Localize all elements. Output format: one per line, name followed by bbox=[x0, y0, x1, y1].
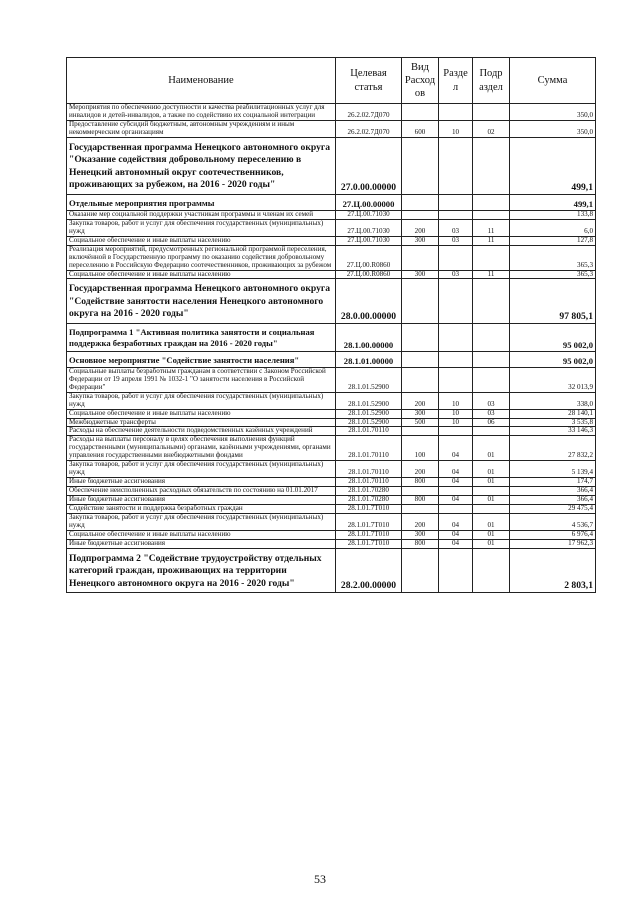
cell-section bbox=[439, 427, 473, 436]
cell-section: 10 bbox=[439, 409, 473, 418]
table-row bbox=[67, 104, 596, 121]
table-row bbox=[67, 539, 596, 548]
cell-expense-type: 300 bbox=[402, 236, 439, 245]
cell-target-article: 28.1.01.52900 bbox=[336, 418, 402, 427]
cell-target-article: 28.0.00.00000 bbox=[336, 279, 402, 323]
cell-target-article: 26.2.02.7Д070 bbox=[336, 120, 402, 137]
cell-section: 04 bbox=[439, 539, 473, 548]
budget-table bbox=[66, 57, 596, 593]
cell-target-article: 28.1.01.7Т010 bbox=[336, 504, 402, 513]
cell-expense-type: 200 bbox=[402, 392, 439, 409]
cell-section bbox=[439, 504, 473, 513]
cell-section bbox=[439, 137, 473, 194]
cell-expense-type bbox=[402, 137, 439, 194]
cell-target-article: 28.1.01.52900 bbox=[336, 367, 402, 392]
cell-target-article: 28.1.01.00000 bbox=[336, 351, 402, 367]
cell-subsection: 01 bbox=[473, 436, 510, 461]
cell-amount: 499,1 bbox=[510, 137, 596, 194]
cell-target-article: 28.1.01.52900 bbox=[336, 409, 402, 418]
table-row bbox=[67, 548, 596, 592]
cell-name: Подпрограмма 1 "Активная политика занятости и социальная поддержка безработных граждан на 2016 - 2020 годы" bbox=[67, 323, 336, 351]
header-name: Наименование bbox=[67, 58, 336, 104]
cell-section bbox=[439, 194, 473, 210]
cell-section: 03 bbox=[439, 219, 473, 236]
cell-subsection: 03 bbox=[473, 409, 510, 418]
cell-amount: 174,7 bbox=[510, 478, 596, 487]
table-row bbox=[67, 219, 596, 236]
table-row bbox=[67, 418, 596, 427]
cell-subsection: 06 bbox=[473, 418, 510, 427]
cell-section: 10 bbox=[439, 120, 473, 137]
cell-name: Закупка товаров, работ и услуг для обеспечения государственных (муниципальных) нужд bbox=[67, 513, 336, 530]
header-expense-type: Вид Расход ов bbox=[402, 58, 439, 104]
cell-name: Иные бюджетные ассигнования bbox=[67, 539, 336, 548]
table-row bbox=[67, 436, 596, 461]
cell-name: Социальное обеспечение и иные выплаты населению bbox=[67, 236, 336, 245]
cell-expense-type: 100 bbox=[402, 436, 439, 461]
cell-subsection: 11 bbox=[473, 236, 510, 245]
table-row bbox=[67, 487, 596, 496]
table-row bbox=[67, 478, 596, 487]
cell-expense-type: 300 bbox=[402, 530, 439, 539]
cell-expense-type bbox=[402, 367, 439, 392]
cell-amount: 365,3 bbox=[510, 245, 596, 270]
cell-subsection bbox=[473, 245, 510, 270]
cell-amount: 4 536,7 bbox=[510, 513, 596, 530]
cell-subsection bbox=[473, 210, 510, 219]
cell-name: Государственная программа Ненецкого автономного округа "Оказание содействия добровольному переселению в Ненецкий автономный округ соотечественников, проживающих за рубежом, на 2016 - 2020 годы" bbox=[67, 137, 336, 194]
cell-name: Реализация мероприятий, предусмотренных региональной программой переселения, включённой в Государственную программу по оказанию содействия добровольному переселению в Российскую Федерацию соотечественников, проживающих за рубежом bbox=[67, 245, 336, 270]
cell-name: Подпрограмма 2 "Содействие трудоустройству отдельных категорий граждан, проживающих на территории Ненецкого автономного округа на 2016 - 2020 годы" bbox=[67, 548, 336, 592]
cell-amount: 366,4 bbox=[510, 487, 596, 496]
cell-target-article: 27.Ц.00.R0860 bbox=[336, 270, 402, 279]
cell-section bbox=[439, 279, 473, 323]
table-row bbox=[67, 270, 596, 279]
cell-section: 04 bbox=[439, 530, 473, 539]
cell-expense-type: 300 bbox=[402, 409, 439, 418]
cell-subsection: 01 bbox=[473, 495, 510, 504]
cell-expense-type bbox=[402, 194, 439, 210]
cell-expense-type bbox=[402, 548, 439, 592]
table-row bbox=[67, 351, 596, 367]
cell-name: Государственная программа Ненецкого автономного округа "Содействие занятости населения Ненецкого автономного округа на 2016 - 2020 годы" bbox=[67, 279, 336, 323]
cell-expense-type bbox=[402, 487, 439, 496]
cell-target-article: 28.1.01.70280 bbox=[336, 487, 402, 496]
cell-target-article: 28.2.00.00000 bbox=[336, 548, 402, 592]
table-row bbox=[67, 427, 596, 436]
cell-section: 10 bbox=[439, 418, 473, 427]
cell-target-article: 28.1.01.7Т010 bbox=[336, 513, 402, 530]
cell-name: Социальное обеспечение и иные выплаты населению bbox=[67, 530, 336, 539]
cell-section: 03 bbox=[439, 270, 473, 279]
cell-name: Предоставление субсидий бюджетным, автономным учреждениям и иным некоммерческим организациям bbox=[67, 120, 336, 137]
cell-target-article: 28.1.01.70110 bbox=[336, 461, 402, 478]
cell-expense-type bbox=[402, 245, 439, 270]
cell-name: Отдельные мероприятия программы bbox=[67, 194, 336, 210]
cell-expense-type: 600 bbox=[402, 120, 439, 137]
cell-amount: 366,4 bbox=[510, 495, 596, 504]
table-row bbox=[67, 323, 596, 351]
cell-section: 04 bbox=[439, 478, 473, 487]
cell-subsection: 01 bbox=[473, 513, 510, 530]
cell-amount: 27 832,2 bbox=[510, 436, 596, 461]
cell-amount: 5 139,4 bbox=[510, 461, 596, 478]
cell-target-article: 27.Ц.00.71030 bbox=[336, 210, 402, 219]
cell-section: 04 bbox=[439, 436, 473, 461]
cell-name: Социальные выплаты безработным гражданам в соответствии с Законом Российской Федерации от 19 апреля 1991 № 1032-1 "О занятости населения в Российской Федерации" bbox=[67, 367, 336, 392]
cell-expense-type bbox=[402, 351, 439, 367]
cell-section: 03 bbox=[439, 236, 473, 245]
cell-name: Обеспечение неисполненных расходных обязательств по состоянию на 01.01.2017 bbox=[67, 487, 336, 496]
cell-name: Основное мероприятие "Содействие занятости населения" bbox=[67, 351, 336, 367]
cell-section bbox=[439, 104, 473, 121]
cell-subsection bbox=[473, 279, 510, 323]
table-row bbox=[67, 461, 596, 478]
cell-section: 10 bbox=[439, 392, 473, 409]
cell-amount: 17 962,3 bbox=[510, 539, 596, 548]
cell-amount: 365,3 bbox=[510, 270, 596, 279]
cell-subsection: 01 bbox=[473, 461, 510, 478]
cell-expense-type bbox=[402, 210, 439, 219]
cell-subsection bbox=[473, 137, 510, 194]
table-row bbox=[67, 513, 596, 530]
cell-name: Социальное обеспечение и иные выплаты населению bbox=[67, 270, 336, 279]
cell-subsection bbox=[473, 487, 510, 496]
cell-expense-type: 500 bbox=[402, 418, 439, 427]
cell-subsection bbox=[473, 323, 510, 351]
cell-amount: 499,1 bbox=[510, 194, 596, 210]
cell-target-article: 27.Ц.00.71030 bbox=[336, 236, 402, 245]
cell-section bbox=[439, 487, 473, 496]
cell-name: Социальное обеспечение и иные выплаты населению bbox=[67, 409, 336, 418]
cell-expense-type: 800 bbox=[402, 495, 439, 504]
table-row bbox=[67, 367, 596, 392]
cell-subsection: 01 bbox=[473, 530, 510, 539]
cell-section: 04 bbox=[439, 495, 473, 504]
table-row bbox=[67, 409, 596, 418]
cell-name: Закупка товаров, работ и услуг для обеспечения государственных (муниципальных) нужд bbox=[67, 461, 336, 478]
cell-expense-type bbox=[402, 279, 439, 323]
cell-amount: 95 002,0 bbox=[510, 351, 596, 367]
cell-expense-type: 200 bbox=[402, 219, 439, 236]
cell-section bbox=[439, 323, 473, 351]
cell-target-article: 28.1.01.70110 bbox=[336, 478, 402, 487]
cell-section bbox=[439, 548, 473, 592]
cell-subsection: 02 bbox=[473, 120, 510, 137]
cell-target-article: 27.Ц.00.R0860 bbox=[336, 245, 402, 270]
cell-section bbox=[439, 367, 473, 392]
cell-expense-type bbox=[402, 104, 439, 121]
cell-amount: 2 803,1 bbox=[510, 548, 596, 592]
table-row bbox=[67, 530, 596, 539]
cell-subsection bbox=[473, 548, 510, 592]
cell-expense-type: 800 bbox=[402, 478, 439, 487]
cell-subsection: 03 bbox=[473, 392, 510, 409]
cell-amount: 95 002,0 bbox=[510, 323, 596, 351]
table-row bbox=[67, 120, 596, 137]
cell-target-article: 28.1.01.70280 bbox=[336, 495, 402, 504]
cell-amount: 28 140,1 bbox=[510, 409, 596, 418]
table-row bbox=[67, 210, 596, 219]
cell-subsection: 01 bbox=[473, 539, 510, 548]
table-row bbox=[67, 245, 596, 270]
cell-subsection bbox=[473, 104, 510, 121]
cell-section: 04 bbox=[439, 461, 473, 478]
table-row bbox=[67, 504, 596, 513]
cell-amount: 127,8 bbox=[510, 236, 596, 245]
cell-subsection bbox=[473, 351, 510, 367]
cell-target-article: 28.1.01.70110 bbox=[336, 427, 402, 436]
cell-amount: 350,0 bbox=[510, 120, 596, 137]
cell-name: Оказание мер социальной поддержки участникам программы и членам их семей bbox=[67, 210, 336, 219]
cell-amount: 29 475,4 bbox=[510, 504, 596, 513]
cell-subsection: 01 bbox=[473, 478, 510, 487]
header-section: Разде л bbox=[439, 58, 473, 104]
cell-name: Иные бюджетные ассигнования bbox=[67, 478, 336, 487]
table-row bbox=[67, 194, 596, 210]
cell-expense-type: 300 bbox=[402, 270, 439, 279]
cell-subsection: 11 bbox=[473, 219, 510, 236]
cell-target-article: 28.1.01.70110 bbox=[336, 436, 402, 461]
cell-name: Содействие занятости и поддержка безработных граждан bbox=[67, 504, 336, 513]
cell-subsection bbox=[473, 504, 510, 513]
cell-section: 04 bbox=[439, 513, 473, 530]
cell-section bbox=[439, 210, 473, 219]
table-row bbox=[67, 137, 596, 194]
cell-target-article: 28.1.01.7Т010 bbox=[336, 530, 402, 539]
cell-name: Расходы на выплаты персоналу в целях обеспечения выполнения функций государственными (муниципальными) органами, казёнными учреждениями, органами управления государственными внебюджетными фондами bbox=[67, 436, 336, 461]
cell-expense-type: 200 bbox=[402, 513, 439, 530]
cell-target-article: 27.Ц.00.00000 bbox=[336, 194, 402, 210]
cell-target-article: 28.1.00.00000 bbox=[336, 323, 402, 351]
cell-amount: 133,8 bbox=[510, 210, 596, 219]
cell-amount: 338,0 bbox=[510, 392, 596, 409]
cell-amount: 6,0 bbox=[510, 219, 596, 236]
cell-name: Закупка товаров, работ и услуг для обеспечения государственных (муниципальных) нужд bbox=[67, 219, 336, 236]
page-number: 53 bbox=[314, 872, 326, 886]
cell-subsection bbox=[473, 367, 510, 392]
table-row bbox=[67, 279, 596, 323]
header-target-article: Целевая статья bbox=[336, 58, 402, 104]
cell-amount: 97 805,1 bbox=[510, 279, 596, 323]
table-row bbox=[67, 236, 596, 245]
cell-name: Закупка товаров, работ и услуг для обеспечения государственных (муниципальных) нужд bbox=[67, 392, 336, 409]
header-amount: Сумма bbox=[510, 58, 596, 104]
cell-section bbox=[439, 351, 473, 367]
table-row bbox=[67, 495, 596, 504]
cell-amount: 32 013,9 bbox=[510, 367, 596, 392]
cell-amount: 33 146,3 bbox=[510, 427, 596, 436]
cell-amount: 3 535,8 bbox=[510, 418, 596, 427]
cell-name: Межбюджетные трансферты bbox=[67, 418, 336, 427]
table-row bbox=[67, 392, 596, 409]
cell-target-article: 27.0.00.00000 bbox=[336, 137, 402, 194]
cell-section bbox=[439, 245, 473, 270]
cell-amount: 6 976,4 bbox=[510, 530, 596, 539]
header-subsection: Подр аздел bbox=[473, 58, 510, 104]
cell-amount: 350,0 bbox=[510, 104, 596, 121]
cell-target-article: 26.2.02.7Д070 bbox=[336, 104, 402, 121]
cell-expense-type: 800 bbox=[402, 539, 439, 548]
cell-target-article: 27.Ц.00.71030 bbox=[336, 219, 402, 236]
cell-expense-type bbox=[402, 504, 439, 513]
cell-target-article: 28.1.01.52900 bbox=[336, 392, 402, 409]
cell-name: Расходы на обеспечение деятельности подведомственных казённых учреждений bbox=[67, 427, 336, 436]
cell-subsection bbox=[473, 194, 510, 210]
cell-subsection bbox=[473, 427, 510, 436]
cell-expense-type bbox=[402, 323, 439, 351]
cell-target-article: 28.1.01.7Т010 bbox=[336, 539, 402, 548]
cell-name: Мероприятия по обеспечению доступности и качества реабилитационных услуг для инвалидов и детей-инвалидов, а также по содействию их социальной интеграции bbox=[67, 104, 336, 121]
cell-expense-type: 200 bbox=[402, 461, 439, 478]
table-header-row bbox=[67, 58, 596, 104]
cell-name: Иные бюджетные ассигнования bbox=[67, 495, 336, 504]
cell-subsection: 11 bbox=[473, 270, 510, 279]
cell-expense-type bbox=[402, 427, 439, 436]
